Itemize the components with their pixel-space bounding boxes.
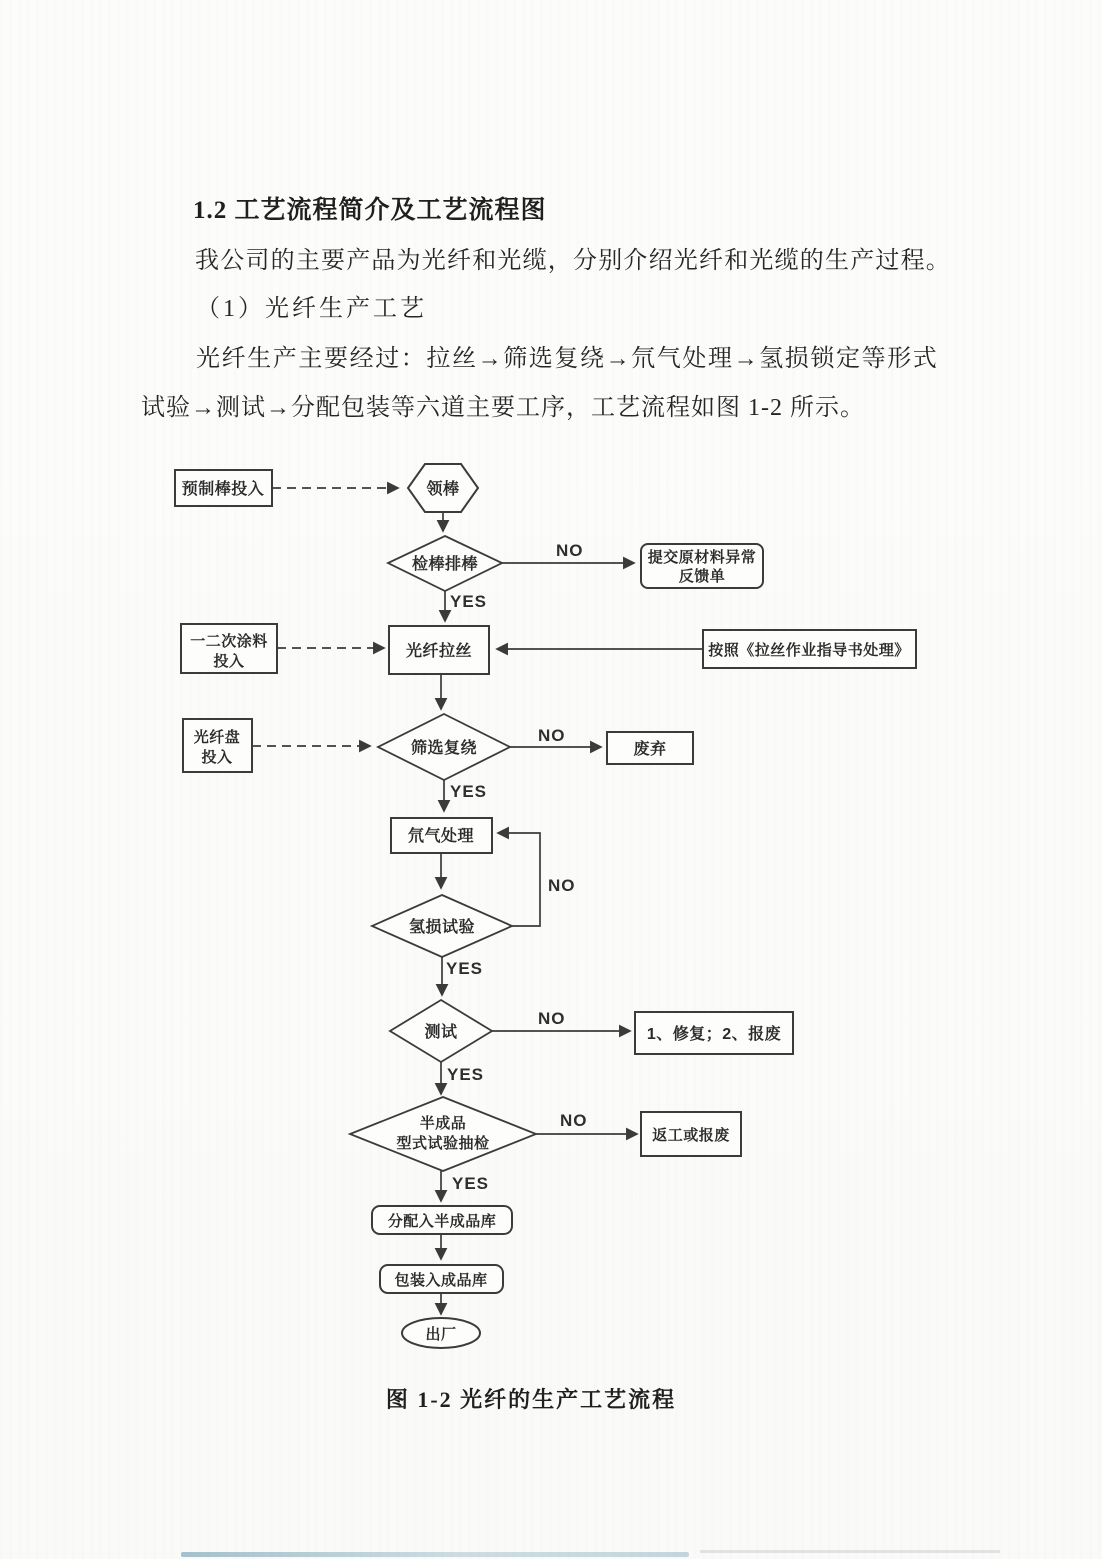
svg-text:氘气处理: 氘气处理: [407, 828, 475, 845]
label-yes-inspect: YES: [450, 592, 488, 611]
node-pack-warehouse: [380, 1265, 503, 1293]
label-no-inspect: NO: [556, 541, 584, 560]
sub-heading: （1）光纤生产工艺: [196, 296, 427, 322]
node-shipment: [402, 1318, 480, 1348]
svg-text:反馈单: 反馈单: [678, 568, 726, 585]
node-receive-rod: [408, 464, 478, 512]
node-hydrogen-loss-test: [372, 895, 512, 957]
svg-text:测试: 测试: [424, 1024, 458, 1041]
scan-artifact-strip: [181, 1552, 689, 1557]
svg-text:出厂: 出厂: [425, 1326, 457, 1343]
svg-text:型式试验抽检: 型式试验抽检: [396, 1135, 490, 1152]
svg-text:包装入成品库: 包装入成品库: [394, 1272, 488, 1289]
label-no-hydrogen: NO: [548, 876, 576, 895]
label-no-screening: NO: [538, 726, 566, 745]
paragraph-intro: 我公司的主要产品为光纤和光缆，分别介绍光纤和光缆的生产过程。: [195, 248, 951, 274]
node-preform-input: [175, 470, 272, 506]
svg-text:一二次涂料: 一二次涂料: [190, 633, 268, 650]
label-yes-screening: YES: [450, 782, 488, 801]
svg-text:筛选复绕: 筛选复绕: [410, 740, 478, 757]
node-screening-rewind: [378, 714, 510, 780]
svg-text:返工或报废: 返工或报废: [652, 1127, 730, 1144]
svg-text:提交原材料异常: 提交原材料异常: [647, 549, 757, 566]
label-yes-hydrogen: YES: [446, 959, 484, 978]
edge-hydrogen-no-loop: [498, 833, 540, 926]
svg-text:氢损试验: 氢损试验: [408, 919, 476, 936]
node-fiber-drawing: [389, 626, 489, 674]
paragraph-process-line1: 光纤生产主要经过：拉丝→筛选复绕→氘气处理→氢损锁定等形式: [196, 346, 939, 372]
node-spool-input: [183, 719, 252, 772]
figure-caption: 图 1-2 光纤的生产工艺流程: [385, 1387, 677, 1412]
node-inspect-rod: [388, 536, 502, 591]
svg-text:检棒排棒: 检棒排棒: [411, 556, 479, 573]
svg-text:领棒: 领棒: [426, 481, 460, 498]
svg-text:预制棒投入: 预制棒投入: [181, 481, 265, 498]
node-rework-scrap: [641, 1112, 741, 1156]
node-semi-type-test: [350, 1097, 536, 1171]
scan-artifact-smear: [700, 1550, 1000, 1553]
section-heading: 1.2 工艺流程简介及工艺流程图: [193, 197, 547, 224]
svg-text:投入: 投入: [213, 653, 245, 670]
label-yes-semi: YES: [452, 1174, 490, 1193]
node-test: [390, 1000, 492, 1062]
svg-text:光纤拉丝: 光纤拉丝: [405, 643, 473, 660]
label-no-semi: NO: [560, 1111, 588, 1130]
svg-text:分配入半成品库: 分配入半成品库: [387, 1213, 497, 1230]
node-semi-warehouse: [372, 1206, 512, 1234]
node-deuterium-treatment: [391, 818, 492, 853]
svg-text:半成品: 半成品: [419, 1115, 467, 1132]
node-drawing-instruction: [703, 630, 916, 668]
label-yes-test: YES: [447, 1065, 485, 1084]
node-discard: [607, 732, 693, 764]
label-no-test: NO: [538, 1009, 566, 1028]
svg-text:光纤盘: 光纤盘: [193, 729, 241, 746]
svg-text:1、修复；2、报废: 1、修复；2、报废: [646, 1026, 782, 1043]
node-material-feedback: [641, 544, 763, 588]
node-repair-scrap: [635, 1012, 793, 1054]
paragraph-process-line2: 试验→测试→分配包装等六道主要工序，工艺流程如图 1-2 所示。: [141, 395, 865, 421]
svg-text:废弃: 废弃: [633, 741, 667, 758]
svg-text:按照《拉丝作业指导书处理》: 按照《拉丝作业指导书处理》: [708, 642, 910, 659]
node-coating-input: [181, 624, 277, 673]
svg-text:投入: 投入: [201, 749, 233, 766]
